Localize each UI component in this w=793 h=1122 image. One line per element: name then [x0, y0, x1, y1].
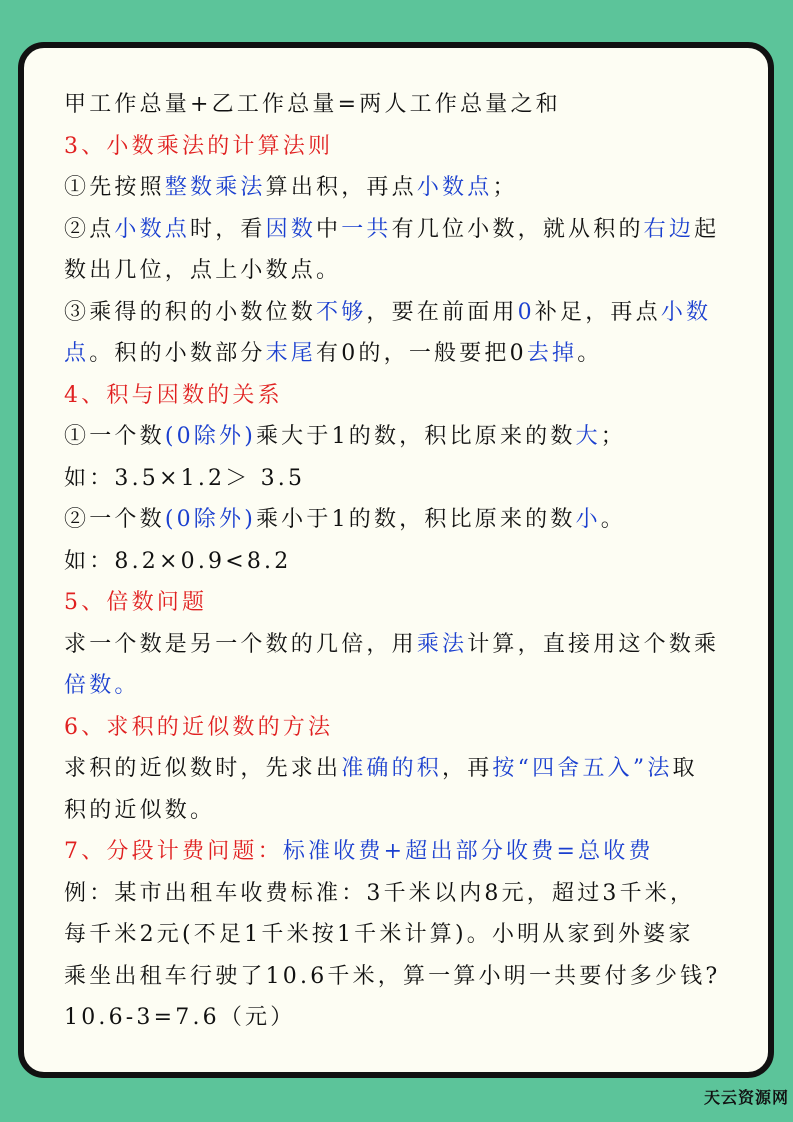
- highlight-segment: 小: [575, 507, 601, 532]
- highlight-segment: 倍数。: [64, 673, 140, 698]
- section-heading: [64, 831, 740, 873]
- text-line: [64, 748, 740, 790]
- highlight-segment: 0: [517, 299, 535, 325]
- text-segment: 有0的，一般要把0: [316, 341, 527, 366]
- highlight-segment: 去掉: [526, 341, 578, 366]
- text-segment: ；: [600, 424, 626, 449]
- text-segment: 例：某市出租车收费标准：3千米以内8元，超过3千米，: [64, 880, 696, 906]
- highlight-segment: 右边: [643, 216, 695, 242]
- heading-formula: 标准收费+超出部分收费=总收费: [282, 839, 654, 864]
- text-line: [64, 624, 740, 666]
- text-line: [64, 292, 740, 334]
- text-line: [64, 416, 740, 458]
- example-line: [64, 458, 740, 500]
- text-line: [64, 997, 740, 1039]
- text-segment: ②一个数: [64, 507, 165, 532]
- document-body: [64, 84, 740, 1039]
- section-heading: [64, 582, 740, 624]
- highlight-segment: 一共: [341, 216, 392, 242]
- text-line: [64, 499, 740, 541]
- text-line: [64, 914, 740, 956]
- highlight-segment: 乘法: [416, 631, 468, 657]
- heading-text: 3、小数乘法的计算法则: [64, 133, 334, 159]
- highlight-segment: 小数: [660, 299, 712, 325]
- text-segment: 如：8.2×0.9<8.2: [64, 548, 292, 574]
- text-segment: 。积的小数部分: [89, 341, 266, 366]
- highlight-segment: 按“四舍五入”法: [492, 756, 673, 781]
- text-segment: 算出积，再点: [265, 175, 417, 200]
- text-line: [64, 250, 740, 292]
- highlight-segment: 大: [575, 424, 601, 449]
- text-line: [64, 665, 740, 707]
- text-line: [64, 790, 740, 832]
- highlight-segment: 整数乘法: [164, 175, 266, 200]
- text-segment: ①一个数: [64, 424, 165, 449]
- text-segment: 积的近似数。: [64, 797, 216, 823]
- highlight-segment: (0除外): [164, 507, 256, 532]
- text-segment: 数出几位，点上小数点。: [64, 258, 342, 283]
- text-segment: 乘大于1的数，积比原来的数: [255, 424, 576, 449]
- text-segment: ③乘得的积的小数位数: [64, 299, 317, 325]
- text-segment: 有几位小数，就从积的: [391, 216, 644, 242]
- highlight-segment: 点: [64, 341, 90, 366]
- heading-text: 4、积与因数的关系: [64, 382, 283, 408]
- highlight-segment: 不够: [316, 299, 367, 325]
- text-segment: ，再: [442, 756, 493, 781]
- highlight-segment: (0除外): [164, 424, 256, 449]
- heading-text: 6、求积的近似数的方法: [64, 714, 334, 740]
- highlight-segment: 小数点: [114, 216, 191, 242]
- text-segment: ②点: [64, 216, 115, 242]
- section-heading: [64, 707, 740, 749]
- text-line: [64, 209, 740, 251]
- content-card: [18, 42, 774, 1078]
- example-line: [64, 541, 740, 583]
- highlight-segment: 小数点: [416, 175, 493, 200]
- text-segment: 。: [600, 507, 626, 532]
- text-segment: 补足，再点: [534, 299, 661, 325]
- heading-text: 5、倍数问题: [64, 590, 208, 615]
- text-segment: 乘小于1的数，积比原来的数: [255, 507, 576, 532]
- text-segment: 求一个数是另一个数的几倍，用: [64, 631, 417, 657]
- text-segment: ；: [492, 175, 518, 200]
- highlight-segment: 因数: [265, 216, 317, 242]
- text-segment: 。: [577, 341, 603, 366]
- text-segment: 计算，直接用这个数乘: [467, 631, 720, 657]
- text-segment: 乘坐出租车行驶了10.6千米，算一算小明一共要付多少钱?: [64, 963, 721, 989]
- text-line: [64, 167, 740, 209]
- text-line: [64, 84, 740, 126]
- section-heading: [64, 126, 740, 168]
- highlight-segment: 准确的积: [341, 756, 443, 781]
- text-segment: 起: [694, 216, 720, 242]
- highlight-segment: 末尾: [265, 341, 317, 366]
- section-heading: [64, 375, 740, 417]
- text-segment: 如：3.5×1.2＞ 3.5: [64, 465, 306, 491]
- text-segment: ①先按照: [64, 175, 165, 200]
- text-line: [64, 333, 740, 375]
- text-segment: 取: [672, 756, 698, 781]
- text-line: [64, 873, 740, 915]
- watermark: 天云资源网: [703, 1088, 789, 1107]
- text-segment: 10.6-3=7.6（元）: [64, 1005, 296, 1030]
- text-line: [64, 956, 740, 998]
- text-segment: 求积的近似数时，先求出: [64, 756, 342, 781]
- heading-text: 7、分段计费问题：: [64, 839, 283, 864]
- text-segment: 每千米2元(不足1千米按1千米计算)。小明从家到外婆家: [64, 922, 694, 947]
- text-segment: ，要在前面用: [366, 299, 518, 325]
- text-segment: 时，看: [190, 216, 266, 242]
- text-segment: 甲工作总量+乙工作总量=两人工作总量之和: [64, 92, 561, 117]
- text-segment: 中: [316, 216, 342, 242]
